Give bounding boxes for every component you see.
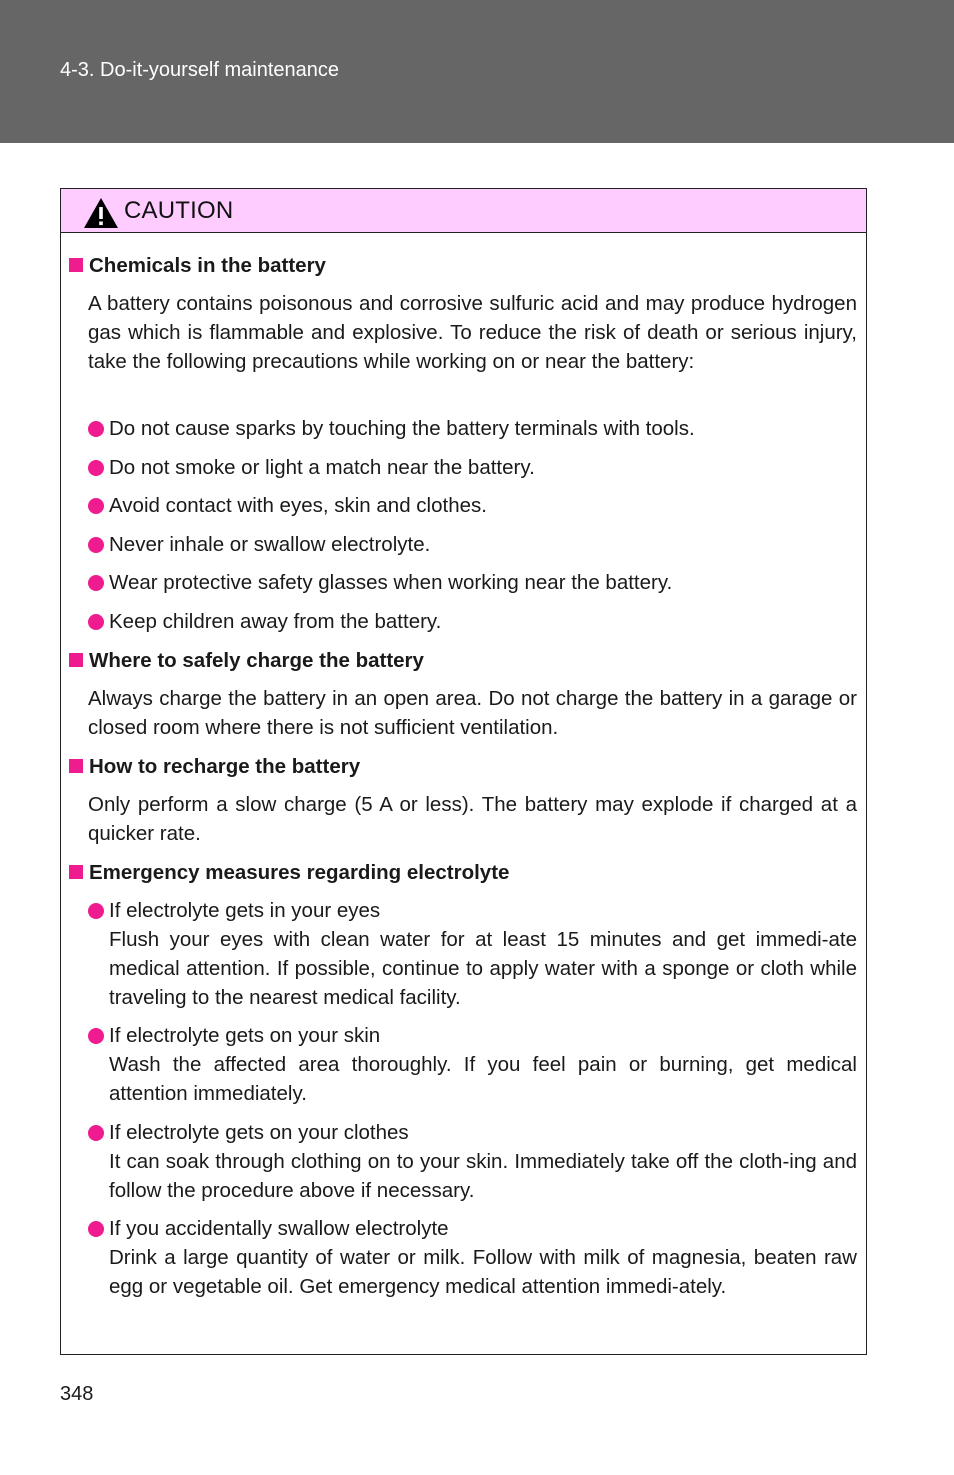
circle-bullet-icon [88, 421, 104, 437]
chemicals-intro: A battery contains poisonous and corrosive sulfuric acid and may produce hydrogen gas which is flammable and explosive. To reduce the risk of death or serious injury, take the following precautions while working on or near the battery: [88, 292, 857, 373]
circle-bullet-icon [88, 498, 104, 514]
circle-bullet-icon [88, 575, 104, 591]
list-item: Do not smoke or light a match near the battery. [88, 453, 857, 482]
list-item: Keep children away from the battery. [88, 607, 857, 636]
circle-bullet-icon [88, 1221, 104, 1237]
how-to-recharge-text: Only perform a slow charge (5 A or less). The battery may explode if charged at a quicker rate. [88, 793, 857, 845]
emergency-item: If electrolyte gets in your eyes Flush your eyes with clean water for at least 15 minutes and get immedi-ate medical attention. If possible, continue to apply water with a sponge or cloth while traveling to the nearest medical facility. [88, 896, 857, 1012]
square-bullet-icon [69, 759, 83, 773]
list-item: Wear protective safety glasses when working near the battery. [88, 568, 857, 597]
circle-bullet-icon [88, 1028, 104, 1044]
square-bullet-icon [69, 653, 83, 667]
circle-bullet-icon [88, 460, 104, 476]
header-band [0, 0, 954, 143]
circle-bullet-icon [88, 614, 104, 630]
heading-where-to-charge: Where to safely charge the battery [69, 646, 424, 675]
caution-header [61, 189, 866, 233]
heading-chemicals: Chemicals in the battery [69, 251, 326, 280]
page-number: 348 [60, 1383, 94, 1405]
emergency-item: If electrolyte gets on your skin Wash the affected area thoroughly. If you feel pain or burning, get medical attention immediately. [88, 1021, 857, 1108]
circle-bullet-icon [88, 903, 104, 919]
list-item: Avoid contact with eyes, skin and clothes. [88, 491, 857, 520]
list-item: Never inhale or swallow electrolyte. [88, 530, 857, 559]
caution-box [60, 188, 867, 1355]
warning-triangle-icon [83, 197, 119, 229]
heading-emergency-measures: Emergency measures regarding electrolyte [69, 858, 509, 887]
circle-bullet-icon [88, 1125, 104, 1141]
caution-title: CAUTION [124, 197, 234, 224]
section-title: 4-3. Do-it-yourself maintenance [60, 59, 340, 81]
emergency-item: If electrolyte gets on your clothes It can soak through clothing on to your skin. Immediately take off the cloth-ing and follow the procedure above if necessary. [88, 1118, 857, 1205]
list-item: Do not cause sparks by touching the battery terminals with tools. [88, 414, 857, 443]
emergency-item: If you accidentally swallow electrolyte Drink a large quantity of water or milk. Follow with milk of magnesia, beaten raw egg or vegetable oil. Get emergency medical attention immedi-ately. [88, 1214, 857, 1301]
where-to-charge-text: Always charge the battery in an open area. Do not charge the battery in a garage or closed room where there is not sufficient ventilation. [88, 687, 857, 739]
square-bullet-icon [69, 865, 83, 879]
square-bullet-icon [69, 258, 83, 272]
circle-bullet-icon [88, 537, 104, 553]
heading-how-to-recharge: How to recharge the battery [69, 752, 360, 781]
